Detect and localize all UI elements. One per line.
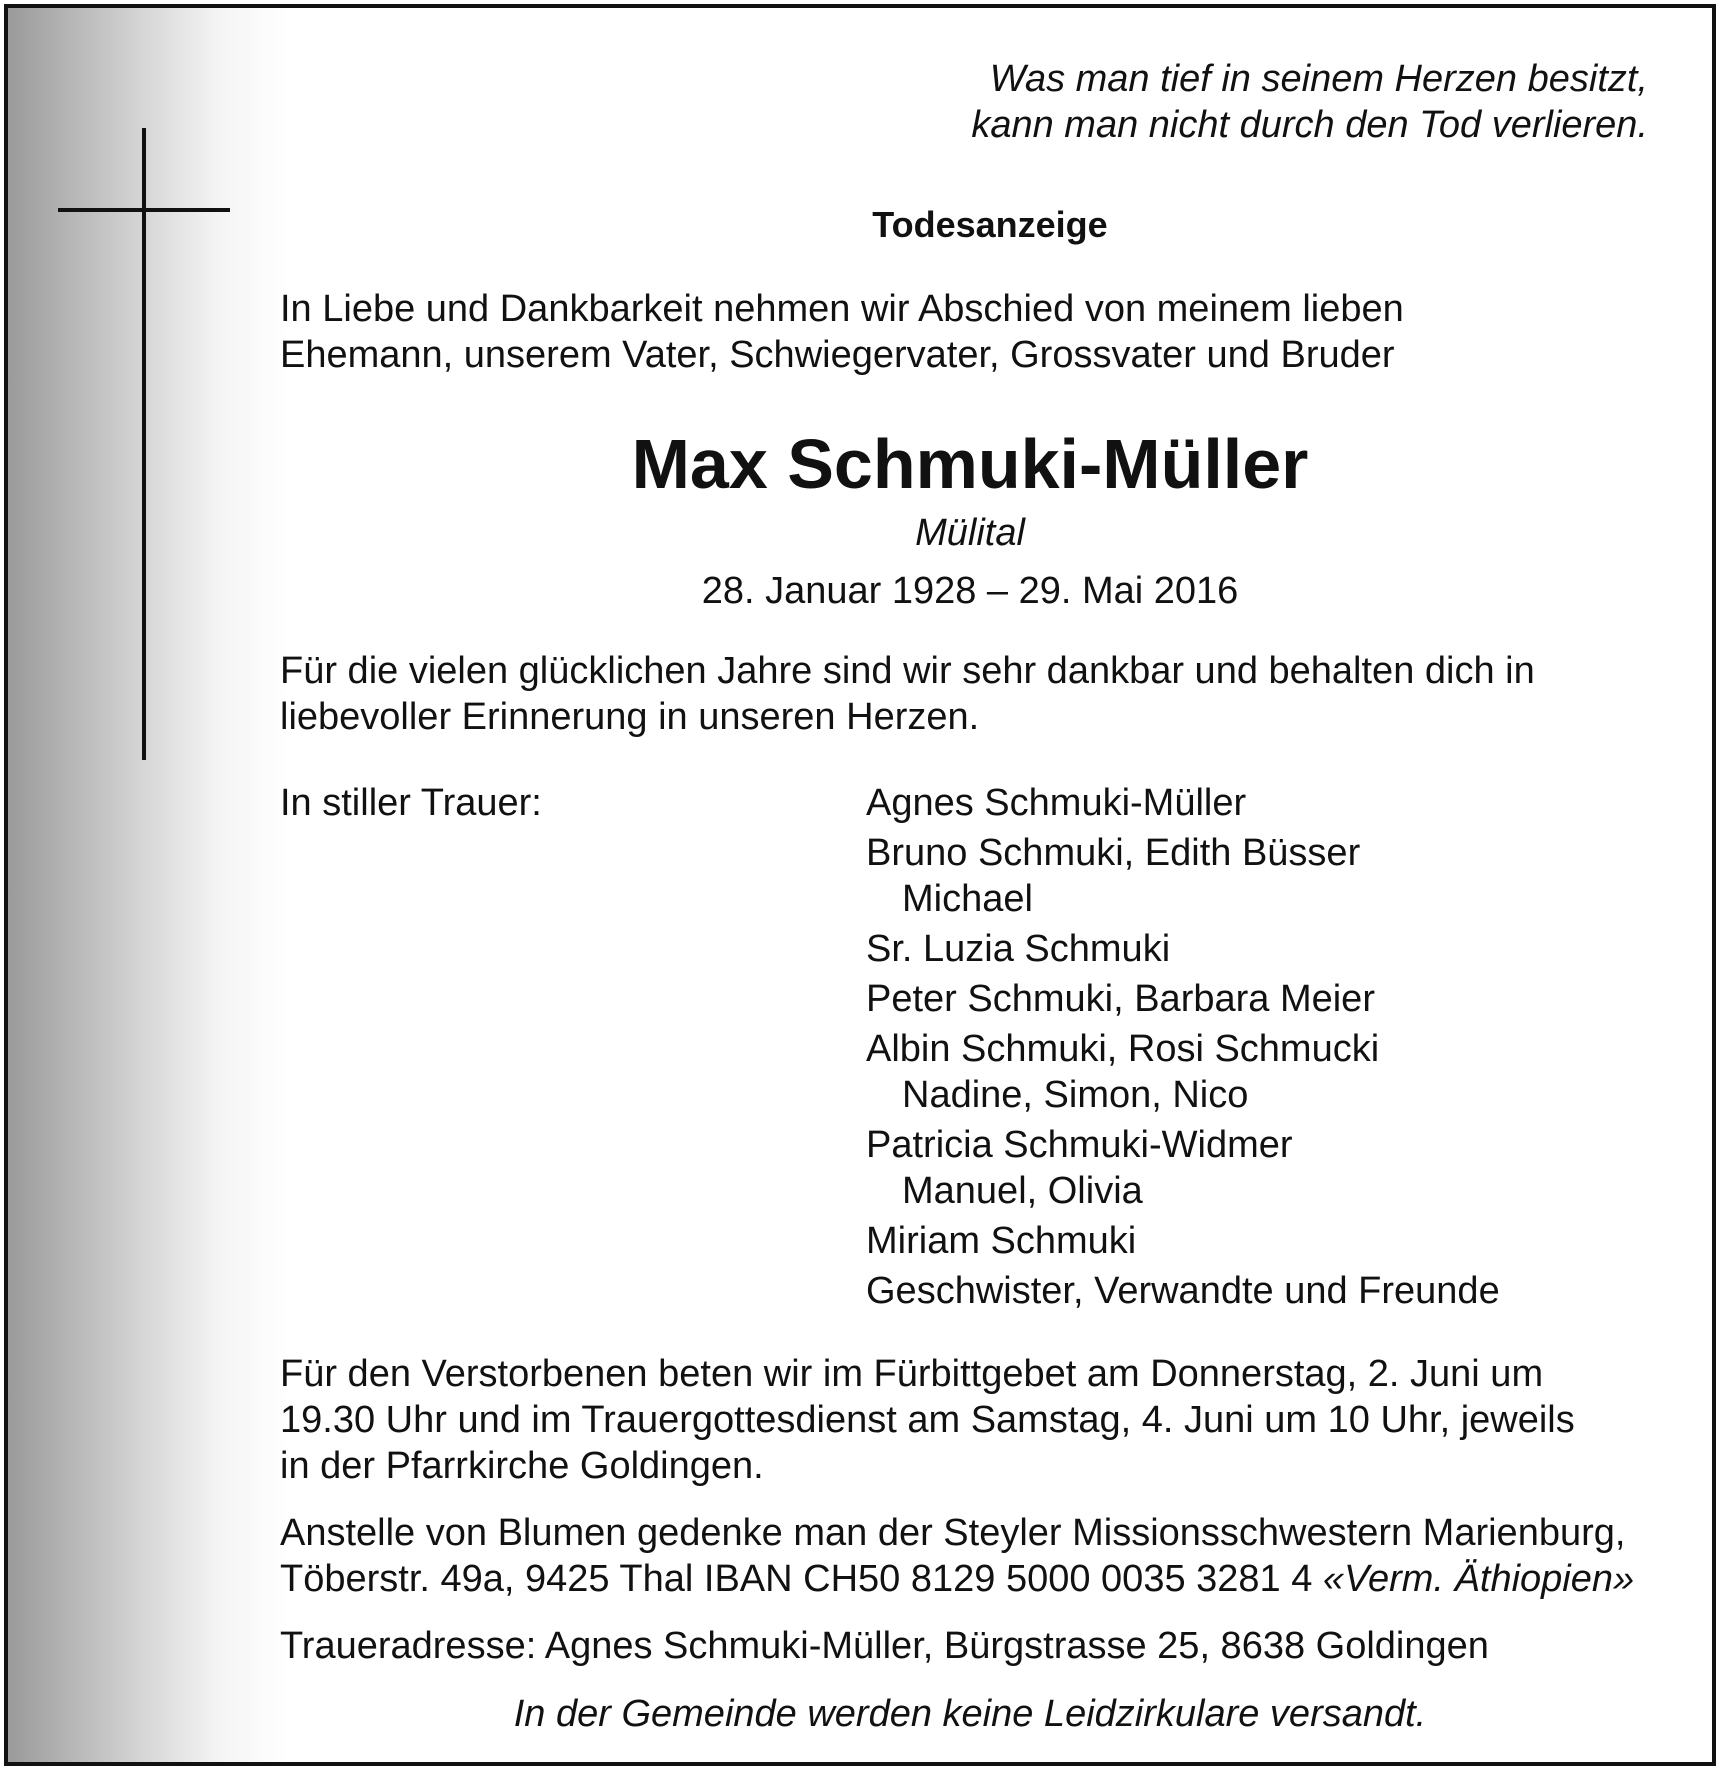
deceased-dates: 28. Januar 1928 – 29. Mai 2016 — [701, 570, 1239, 612]
donation-text — [280, 1510, 1680, 1602]
mourner-name: Albin Schmuki, Rosi Schmucki — [866, 1028, 1380, 1070]
mourner-entry — [866, 1268, 1500, 1314]
mourning-address: Traueradresse: Agnes Schmuki-Müller, Bürgstrasse 25, 8638 Goldingen — [280, 1625, 1489, 1667]
mourner-entry — [866, 926, 1500, 972]
service-line-1: Für den Verstorbenen beten wir im Fürbittgebet am Donnerstag, 2. Juni um — [280, 1353, 1544, 1395]
mourner-name: Bruno Schmuki, Edith Büsser — [866, 832, 1361, 874]
mourner-entry — [866, 976, 1500, 1022]
mourner-children: Manuel, Olivia — [902, 1170, 1143, 1212]
mourner-entry — [866, 1122, 1500, 1214]
mourner-name: Patricia Schmuki-Widmer — [866, 1124, 1293, 1166]
mourner-children: Michael — [902, 878, 1033, 920]
mourner-name: Miriam Schmuki — [866, 1220, 1137, 1262]
intro-line-1: In Liebe und Dankbarkeit nehmen wir Abschied von meinem lieben — [280, 288, 1404, 330]
motto-quote — [971, 56, 1648, 148]
donation-account: Töberstr. 49a, 9425 Thal IBAN CH50 8129 5000 0035 3281 4 — [280, 1558, 1323, 1600]
mourner-name: Sr. Luzia Schmuki — [866, 928, 1171, 970]
mourners-list — [866, 780, 1500, 1318]
donation-line-2 — [280, 1556, 1680, 1602]
service-line-3: in der Pfarrkirche Goldingen. — [280, 1445, 764, 1487]
notice-title: Todesanzeige — [872, 204, 1108, 245]
service-line-2: 19.30 Uhr und im Trauergottesdienst am Samstag, 4. Juni um 10 Uhr, jeweils — [280, 1399, 1575, 1441]
motto-line-1: Was man tief in seinem Herzen besitzt, — [989, 58, 1648, 100]
mourner-name: Geschwister, Verwandte und Freunde — [866, 1270, 1500, 1312]
footer-note: In der Gemeinde werden keine Leidzirkulare versandt. — [513, 1693, 1427, 1735]
mourner-name: Peter Schmuki, Barbara Meier — [866, 978, 1375, 1020]
donation-line-1: Anstelle von Blumen gedenke man der Steyler Missionsschwestern Marienburg, — [280, 1512, 1626, 1554]
intro-text — [280, 286, 1680, 378]
obituary-frame — [4, 4, 1716, 1766]
service-text — [280, 1351, 1680, 1489]
motto-line-2: kann man nicht durch den Tod verlieren. — [971, 104, 1648, 146]
deceased-place: Mülital — [915, 512, 1025, 554]
mourner-entry — [866, 780, 1500, 826]
deceased-name: Max Schmuki-Müller — [631, 425, 1309, 503]
thanks-text — [280, 648, 1680, 740]
thanks-line-1: Für die vielen glücklichen Jahre sind wir sehr dankbar und behalten dich in — [280, 650, 1535, 692]
mourner-entry — [866, 1026, 1500, 1118]
mourner-name: Agnes Schmuki-Müller — [866, 782, 1247, 824]
thanks-line-2: liebevoller Erinnerung in unseren Herzen. — [280, 696, 980, 738]
mourning-label: In stiller Trauer: — [280, 782, 542, 824]
mourner-entry — [866, 830, 1500, 922]
intro-line-2: Ehemann, unserem Vater, Schwiegervater, Grossvater und Bruder — [280, 334, 1395, 376]
mourner-entry — [866, 1218, 1500, 1264]
donation-note: «Verm. Äthiopien» — [1322, 1558, 1635, 1600]
mourner-children: Nadine, Simon, Nico — [902, 1074, 1249, 1116]
